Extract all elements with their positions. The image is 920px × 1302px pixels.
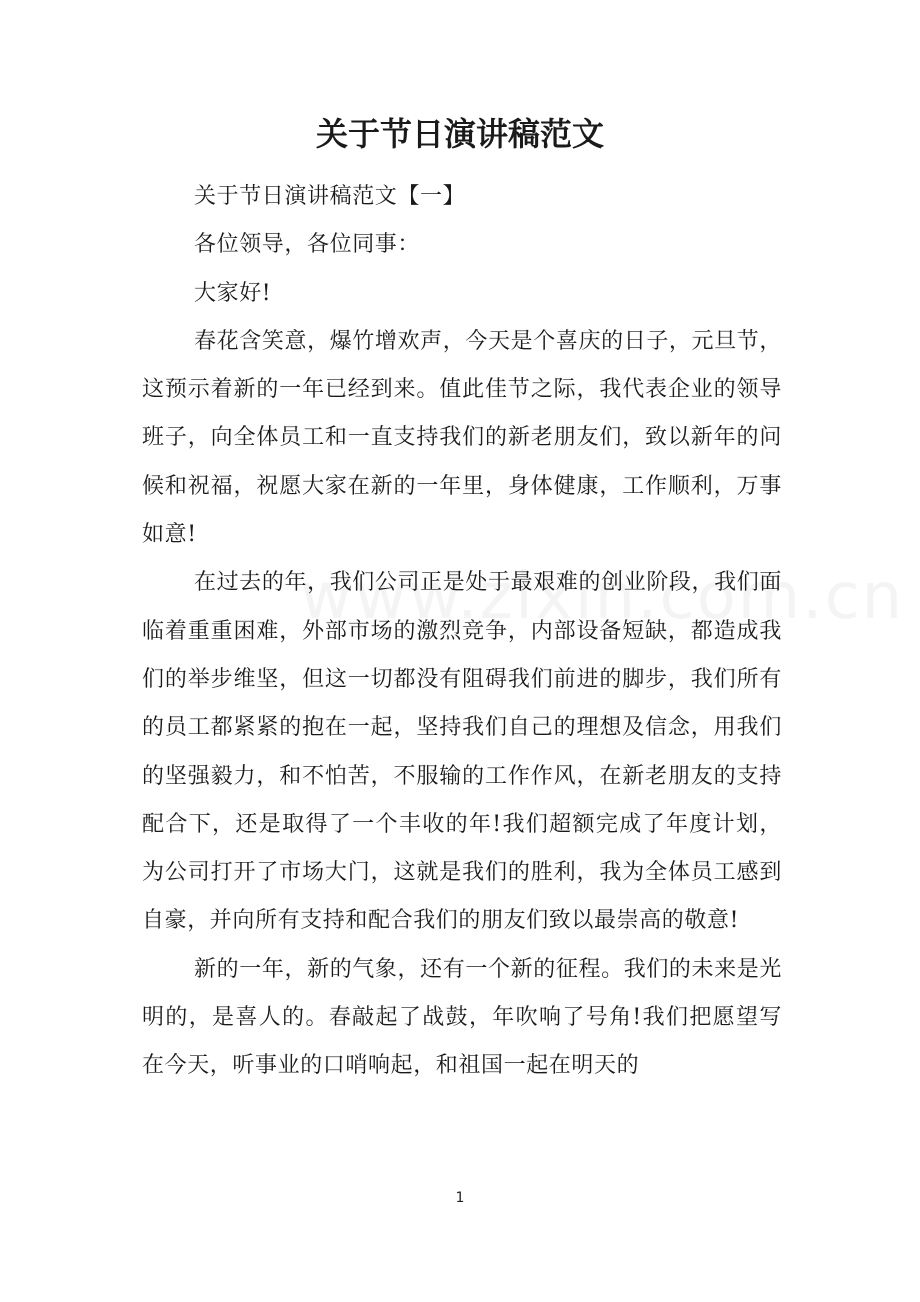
document-body [142, 173, 782, 1091]
page-title: 关于节日演讲稿范文 [315, 115, 604, 153]
page-number: 1 [455, 1190, 465, 1206]
salutation: 各位领导，各位同事： [194, 232, 421, 258]
paragraph-3: 新的一年，新的气象，还有一个新的征程。我们的未来是光明的，是喜人的。春敲起了战鼓，年吹响了号角!我们把愿望写在今天，听事业的口哨响起，和祖国一起在明天的 [142, 956, 782, 1079]
section-heading: 关于节日演讲稿范文【一】 [194, 184, 466, 209]
paragraph-1: 春花含笑意，爆竹增欢声，今天是个喜庆的日子，元旦节，这预示着新的一年已经到来。值此佳节之际，我代表企业的领导班子，向全体员工和一直支持我们的新老朋友们，致以新年的问候和祝福，祝愿大家在新的一年里，身体健康，工作顺利，万事如意! [142, 328, 782, 548]
greeting: 大家好! [194, 280, 272, 306]
paragraph-2: 在过去的年，我们公司正是处于最艰难的创业阶段，我们面临着重重困难，外部市场的激烈竞争，内部设备短缺，都造成我们的举步维坚，但这一切都没有阻碍我们前进的脚步，我们所有的员工都紧紧的抱在一起，坚持我们自己的理想及信念，用我们的坚强毅力，和不怕苦，不服输的工作作风，在新老朋友的支持配合下，还是取得了一个丰收的年!我们超额完成了年度计划，为公司打开了市场大门，这就是我们的胜利，我为全体员工感到自豪，并向所有支持和配合我们的朋友们致以最崇高的敬意! [142, 570, 782, 934]
